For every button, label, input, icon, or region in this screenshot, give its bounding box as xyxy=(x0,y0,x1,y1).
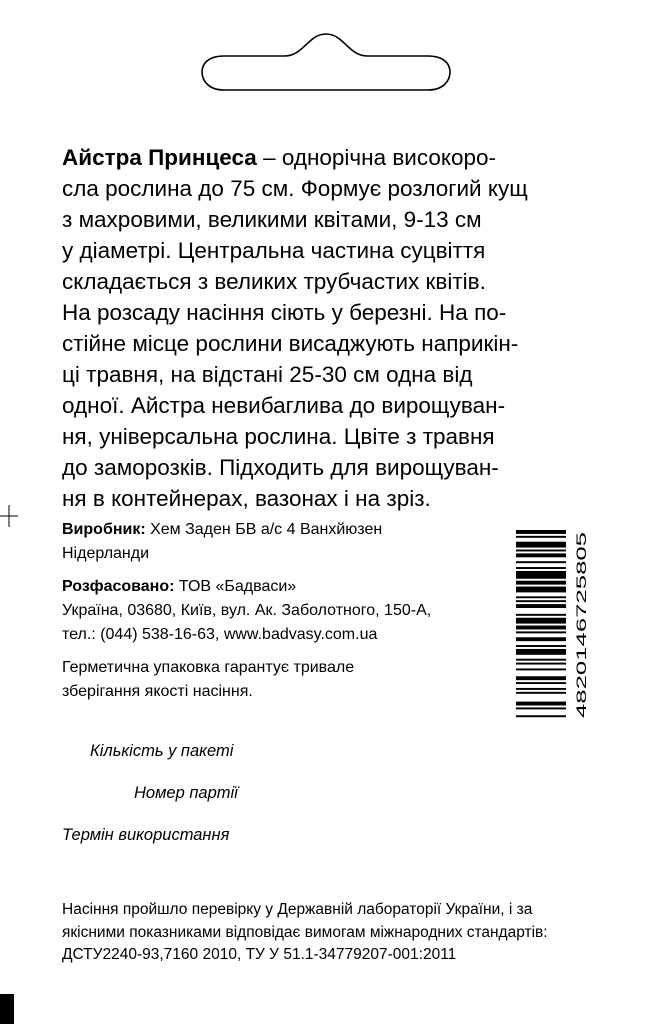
barcode-bar xyxy=(516,659,566,661)
guarantee-note xyxy=(62,656,502,704)
barcode-bar xyxy=(516,676,566,680)
barcode-bar xyxy=(516,614,566,616)
packer-address: Україна, 03680, Київ, вул. Ак. Заболотного, 150-А, xyxy=(62,602,432,619)
description-line: ня, універсальна рослина. Цвіте з травня xyxy=(62,424,495,449)
quantity-field: Кількість у пакеті xyxy=(90,742,234,760)
barcode-bar xyxy=(516,567,566,569)
barcode-bar xyxy=(516,530,566,534)
barcode-bar xyxy=(516,600,566,602)
product-name: Айстра Принцеса xyxy=(62,145,257,170)
barcode-bar xyxy=(516,536,566,538)
barcode-bar xyxy=(516,688,566,690)
description-line: до заморозків. Підходить для вирощуван- xyxy=(62,455,499,480)
batch-field: Номер партії xyxy=(134,784,238,802)
print-registration-mark xyxy=(0,994,14,1024)
barcode-bar xyxy=(516,692,566,694)
barcode-bar xyxy=(516,587,566,593)
barcode-bar xyxy=(516,637,566,641)
barcode-bar xyxy=(516,649,566,655)
barcode-bar xyxy=(516,663,566,665)
barcode xyxy=(516,528,592,720)
certification-line: Насіння пройшло перевірку у Державній лабораторії України, і за xyxy=(62,901,533,918)
barcode-bar xyxy=(516,581,566,585)
barcode-bar xyxy=(516,631,566,633)
barcode-bar xyxy=(516,645,566,647)
description-line-1: – однорічна високоро- xyxy=(256,145,497,170)
expiry-field: Термін використання xyxy=(62,826,230,844)
barcode-bars xyxy=(516,530,566,717)
description-line: у діаметрі. Центральна частина суцвіття xyxy=(62,238,486,263)
producer-label: Виробник: xyxy=(62,521,146,538)
packer-info xyxy=(62,575,502,647)
description-line: стійне місце рослини висаджують наприкін- xyxy=(62,331,519,356)
barcode-bar xyxy=(516,626,566,630)
certification-line: ДСТУ2240-93,7160 2010, ТУ У 51.1-34779207-001:2011 xyxy=(62,946,457,963)
barcode-bar xyxy=(516,715,566,717)
barcode-bar xyxy=(516,596,566,598)
description-line: ня в контейнерах, вазонах і на зріз. xyxy=(62,486,431,511)
barcode-bar xyxy=(516,604,566,608)
packer-label: Розфасовано: xyxy=(62,578,175,595)
packer-contacts: тел.: (044) 538-16-63, www.badvasy.com.ua xyxy=(62,626,378,643)
description-line: На розсаду насіння сіють у березні. На по- xyxy=(62,300,507,325)
certification-note xyxy=(62,899,602,967)
description-line: сла рослина до 75 см. Формує розлогий кущ xyxy=(62,176,528,201)
producer-info xyxy=(62,518,502,566)
barcode-bar xyxy=(516,553,566,557)
barcode-bar xyxy=(516,571,566,579)
certification-line: якісними показниками відповідає вимогам міжнародних стандартів: xyxy=(62,923,548,941)
hanger-hole-outline xyxy=(200,28,452,92)
barcode-bar xyxy=(516,702,566,706)
guarantee-line: Герметична упаковка гарантує тривале xyxy=(62,659,355,676)
guarantee-line: зберігання якості насіння. xyxy=(62,683,253,700)
description-line: з махровими, великими квітами, 9-13 см xyxy=(62,207,482,232)
description-line: ці травня, на відстані 25-30 см одна від xyxy=(62,362,473,387)
description-line: складається з великих трубчастих квітів. xyxy=(62,269,486,294)
barcode-bar xyxy=(516,707,566,709)
product-description xyxy=(62,142,592,514)
producer-name: Хем Заден БВ а/с 4 Ванхйюзен xyxy=(145,521,383,538)
packer-name: ТОВ «Бадваси» xyxy=(174,578,297,595)
barcode-bar xyxy=(516,542,566,548)
description-line: одної. Айстра невибаглива до вирощуван- xyxy=(62,393,506,418)
barcode-bar xyxy=(516,682,566,684)
producer-country: Нідерланди xyxy=(62,545,150,562)
barcode-bar xyxy=(516,618,566,624)
barcode-bar xyxy=(516,668,566,670)
barcode-bar xyxy=(516,561,566,563)
barcode-bar xyxy=(516,550,566,552)
barcode-digits: 4820146725805 xyxy=(574,620,589,718)
crop-mark-icon xyxy=(0,505,18,527)
